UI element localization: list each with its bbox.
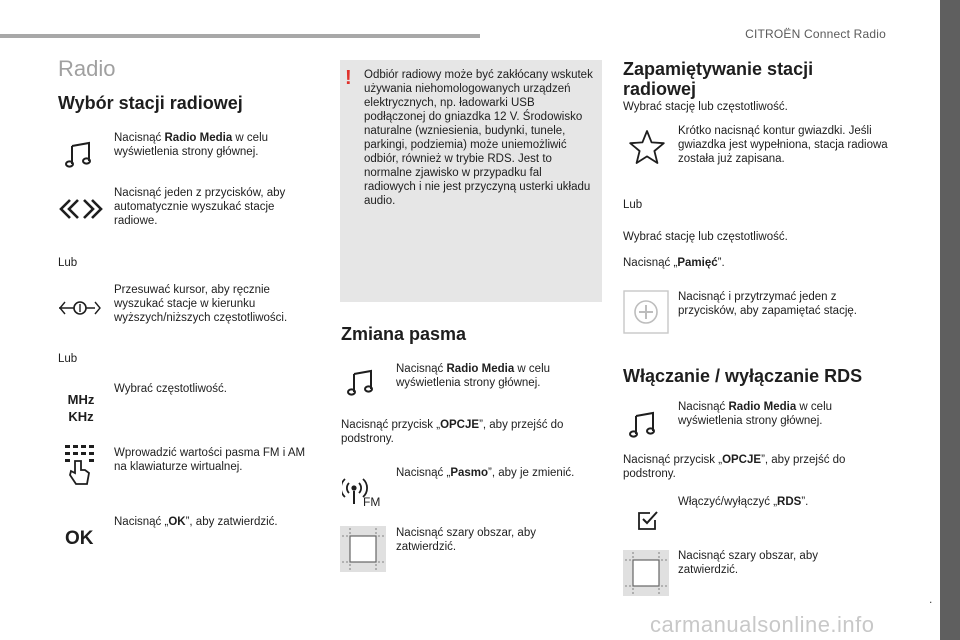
step-save-memory: Nacisnąć „Pamięć”. <box>623 257 725 269</box>
step-save-star: Krótko nacisnąć kontur gwiazdki. Jeśli gwiazdka jest wypełniona, stacja radiowa została już zapisana. <box>678 125 888 165</box>
step-ok: Nacisnąć „OK”, aby zatwierdzić. <box>114 516 278 528</box>
step-band-pasmo: Nacisnąć „Pasmo”, aby je zmienić. <box>396 467 575 479</box>
step-radio-media: Nacisnąć Radio Media w celu wyświetlenia strony głównej. <box>114 132 269 158</box>
step-band-options: Nacisnąć przycisk „OPCJE”, aby przejść do podstrony. <box>341 419 564 445</box>
plus-preset-icon <box>623 290 669 334</box>
mhz-label: MHz <box>67 392 95 407</box>
heading-station-selection: Wybór stacji radiowej <box>58 93 243 113</box>
star-outline-icon <box>627 128 667 166</box>
step-save-hold: Nacisnąć i przytrzymać jeden z przycisków, aby zapamiętać stację. <box>678 291 857 317</box>
tuning-slider-icon <box>56 296 104 320</box>
or-label-3: Lub <box>623 199 643 211</box>
step-save-select-2: Wybrać stację lub częstotliwość. <box>623 231 788 243</box>
ok-icon: OK <box>65 528 94 549</box>
mhz-khz-icon <box>66 391 96 425</box>
keypad-hand-icon <box>60 442 100 488</box>
music-note-icon <box>626 410 662 440</box>
step-rds-radio-media: Nacisnąć Radio Media w celu wyświetlenia strony głównej. <box>678 401 833 427</box>
music-note-icon <box>62 140 98 170</box>
heading-save-station: Zapamiętywanie stacji radiowej <box>623 59 814 99</box>
header-title: CITROËN Connect Radio <box>745 27 886 41</box>
fm-radio-icon <box>342 474 386 508</box>
step-choose-frequency: Wybrać częstotliwość. <box>114 383 228 395</box>
seek-chevrons-icon <box>58 196 104 222</box>
heading-rds: Włączanie / wyłączanie RDS <box>623 366 863 386</box>
step-rds-toggle: Włączyć/wyłączyć „RDS”. <box>678 496 809 508</box>
step-auto-seek: Nacisnąć jeden z przycisków, aby automatycznie wyszukać stacje radiowe. <box>114 187 286 227</box>
or-label-2: Lub <box>58 353 78 365</box>
step-rds-confirm: Nacisnąć szary obszar, aby zatwierdzić. <box>678 550 818 576</box>
step-save-select: Wybrać stację lub częstotliwość. <box>623 101 788 113</box>
grey-confirm-area-icon <box>623 550 669 596</box>
top-rule <box>0 34 480 38</box>
step-band-radio-media: Nacisnąć Radio Media w celu wyświetlenia strony głównej. <box>396 363 551 389</box>
page-dot: . <box>929 592 933 606</box>
khz-label: KHz <box>68 409 94 424</box>
music-note-icon <box>344 368 380 398</box>
warning-icon: ! <box>345 67 352 89</box>
checkbox-icon <box>635 507 661 533</box>
section-kicker: Radio <box>58 56 116 81</box>
step-manual-tune: Przesuwać kursor, aby ręcznie wyszukać stacje w kierunku wyższych/niższych częstotliwości. <box>114 284 288 324</box>
warning-text: Odbiór radiowy może być zakłócany wskutek używania niehomologowanych urządzeń elektrycznych, np. ładowarki USB podłączonej do gniazdka 12 V. Środowisko naturalne (wzniesienia, budynki, tunele, parkingi, podziemia) może uniemożliwić odbiór, również w trybie RDS. Jest to normalne zjawisko w przypadku fal radiowych i nie jest przyczyną usterki układu audio. <box>364 69 593 207</box>
side-bar <box>940 0 960 640</box>
step-rds-options: Nacisnąć przycisk „OPCJE”, aby przejść do podstrony. <box>623 454 846 480</box>
heading-change-band: Zmiana pasma <box>341 324 467 344</box>
or-label-1: Lub <box>58 257 78 269</box>
step-enter-values: Wprowadzić wartości pasma FM i AM na klawiaturze wirtualnej. <box>114 447 306 473</box>
grey-confirm-area-icon <box>340 526 386 572</box>
fm-label: FM <box>363 495 381 508</box>
watermark: carmanualsonline.info <box>650 612 875 637</box>
step-band-confirm: Nacisnąć szary obszar, aby zatwierdzić. <box>396 527 536 553</box>
